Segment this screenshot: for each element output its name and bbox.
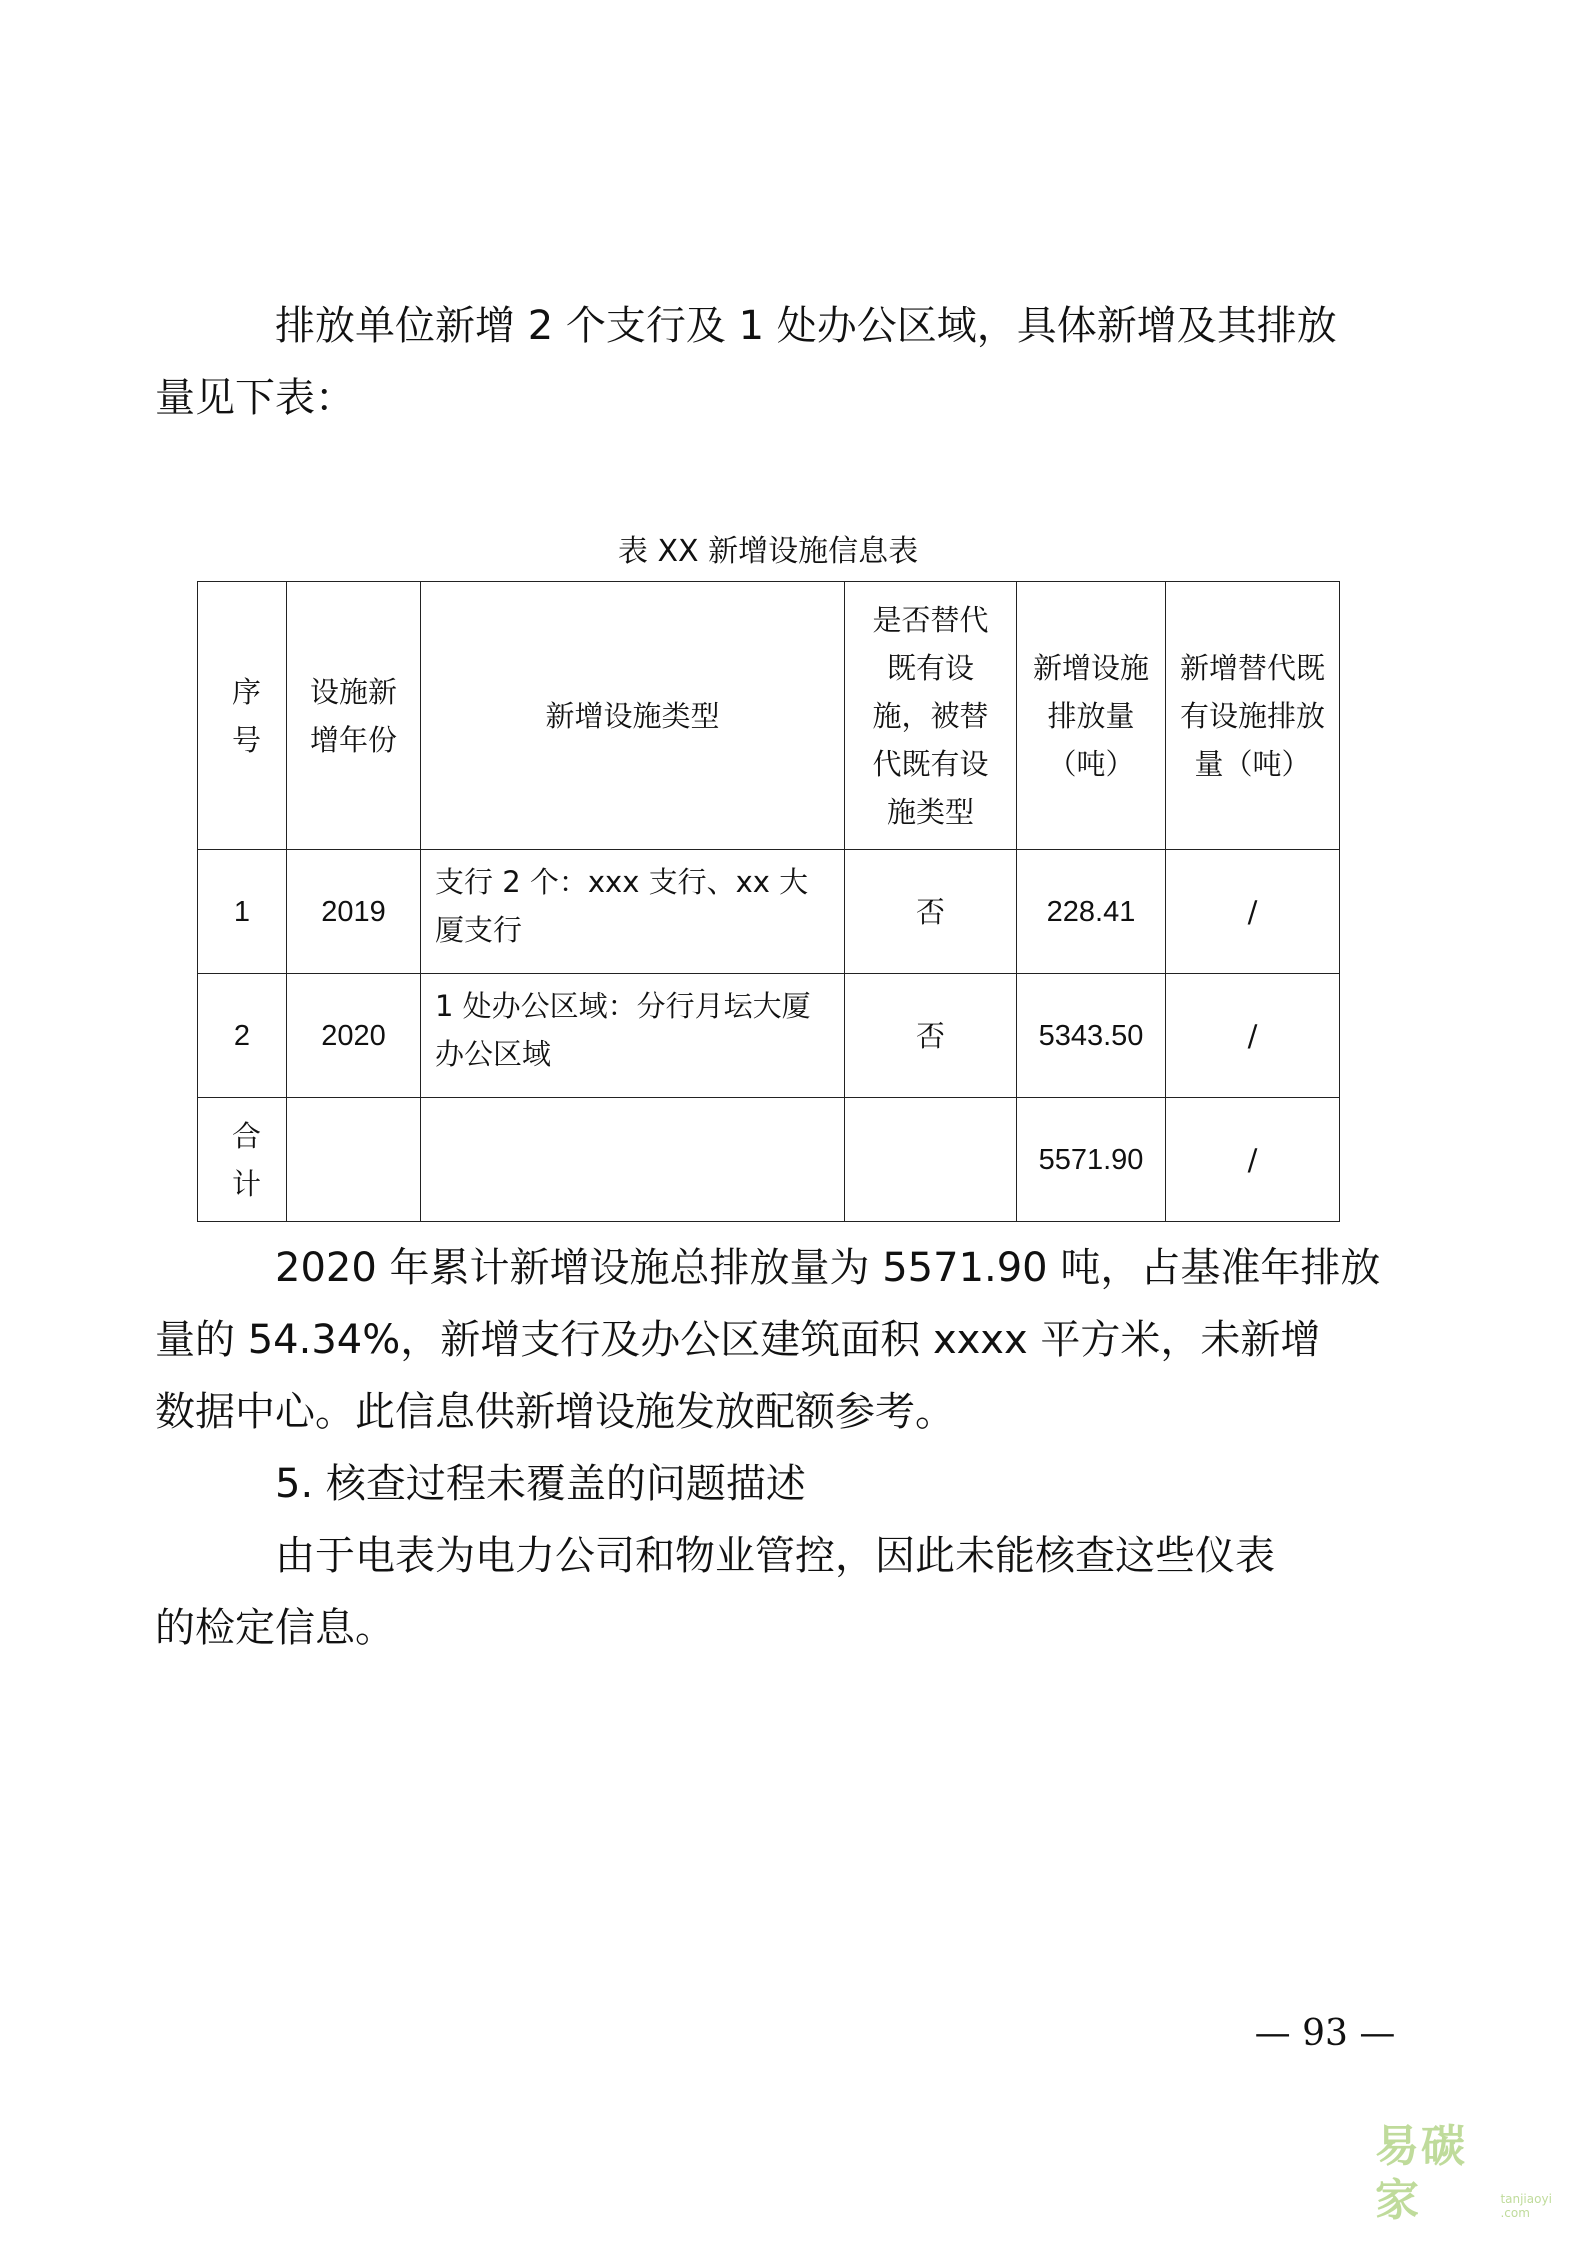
watermark-logo <box>1375 2121 1575 2228</box>
header-seq: 序号 <box>198 582 287 850</box>
header-type: 新增设施类型 <box>421 582 845 850</box>
summary-line-2: 量的 54.34%，新增支行及办公区建筑面积 xxxx 平方米，未新增 <box>155 1317 1321 1363</box>
table-header-row <box>198 582 1340 850</box>
row-1-type: 支行 2 个：xxx 支行、xx 大厦支行 <box>421 850 845 974</box>
page-number: — 93 — <box>1254 2013 1396 2054</box>
summary-paragraph <box>155 1232 1395 1448</box>
row-1-year: 2019 <box>287 850 421 974</box>
row-1-replace-emission: / <box>1166 850 1340 974</box>
row-1-seq: 1 <box>198 850 287 974</box>
section-body-line-2: 的检定信息。 <box>155 1605 395 1651</box>
row-1-emission: 228.41 <box>1017 850 1166 974</box>
section-body-line-1: 由于电表为电力公司和物业管控，因此未能核查这些仪表 <box>275 1533 1275 1579</box>
total-emission: 5571.90 <box>1017 1098 1166 1222</box>
header-emission: 新增设施排放量（吨） <box>1017 582 1166 850</box>
watermark-main-text: 易碳家 <box>1375 2121 1467 2226</box>
header-replace-emission: 新增替代既有设施排放量（吨） <box>1166 582 1340 850</box>
total-year-empty <box>287 1098 421 1222</box>
total-type-empty <box>421 1098 845 1222</box>
row-1-replace: 否 <box>845 850 1017 974</box>
table-caption: 表 XX 新增设施信息表 <box>617 534 919 569</box>
row-2-year: 2020 <box>287 974 421 1098</box>
total-replace-empty <box>845 1098 1017 1222</box>
row-2-type: 1 处办公区域：分行月坛大厦办公区域 <box>421 974 845 1098</box>
intro-paragraph <box>155 290 1395 434</box>
section-heading: 5. 核查过程未覆盖的问题描述 <box>275 1461 806 1507</box>
facility-table <box>197 581 1340 1222</box>
row-2-replace-emission: / <box>1166 974 1340 1098</box>
row-2-seq: 2 <box>198 974 287 1098</box>
total-replace-emission: / <box>1166 1098 1340 1222</box>
header-year: 设施新增年份 <box>287 582 421 850</box>
section-body <box>155 1520 1395 1664</box>
row-2-replace: 否 <box>845 974 1017 1098</box>
row-2-emission: 5343.50 <box>1017 974 1166 1098</box>
header-replace: 是否替代既有设施，被替代既有设施类型 <box>845 582 1017 850</box>
summary-line-1: 2020 年累计新增设施总排放量为 5571.90 吨，占基准年排放 <box>275 1245 1381 1291</box>
table-total-row <box>198 1098 1340 1222</box>
watermark-sub-text: tanjiaoyi .com <box>1500 2192 1552 2220</box>
total-label: 合计 <box>198 1098 287 1222</box>
intro-line-1: 排放单位新增 2 个支行及 1 处办公区域，具体新增及其排放 <box>275 303 1337 349</box>
table-row <box>198 974 1340 1098</box>
summary-line-3: 数据中心。此信息供新增设施发放配额参考。 <box>155 1389 955 1435</box>
table-row <box>198 850 1340 974</box>
intro-line-2: 量见下表： <box>155 375 355 421</box>
